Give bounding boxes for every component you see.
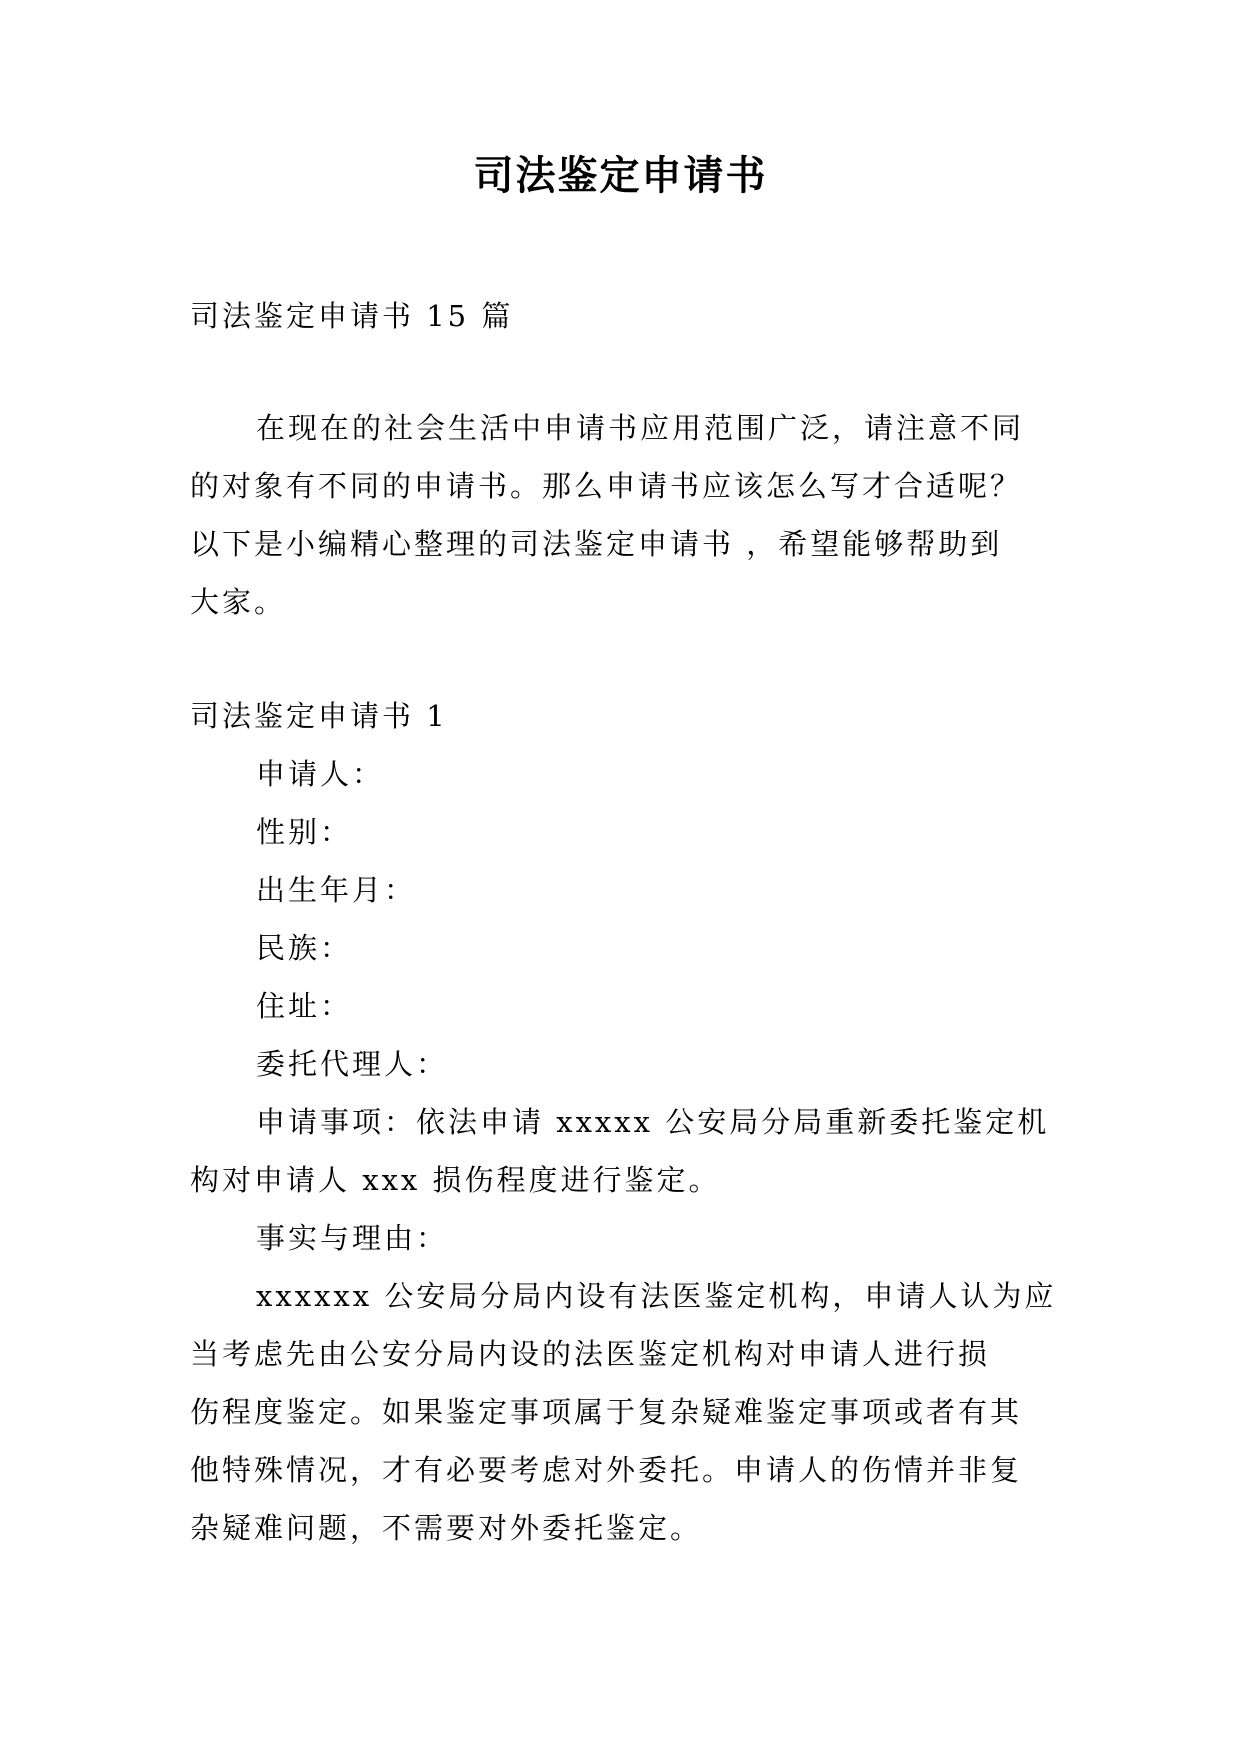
facts-line-1: xxxxxx 公安局分局内设有法医鉴定机构，申请人认为应: [256, 1279, 1057, 1313]
field-applicant: 申请人：: [256, 757, 385, 791]
facts-line-4: 他特殊情况，才有必要考虑对外委托。申请人的伤情并非复: [190, 1453, 1023, 1487]
field-agent: 委托代理人：: [256, 1047, 449, 1081]
field-ethnicity: 民族：: [256, 931, 353, 965]
field-address: 住址：: [256, 989, 353, 1023]
facts-heading: 事实与理由：: [256, 1221, 449, 1255]
section-heading: 司法鉴定申请书 1: [190, 699, 448, 733]
facts-line-5: 杂疑难问题，不需要对外委托鉴定。: [190, 1511, 703, 1545]
field-birth: 出生年月：: [256, 873, 417, 907]
field-gender: 性别：: [256, 815, 353, 849]
intro-line-2: 的对象有不同的申请书。那么申请书应该怎么写才合适呢？: [190, 469, 1023, 503]
intro-line-1: 在现在的社会生活中申请书应用范围广泛，请注意不同: [256, 411, 1025, 445]
facts-line-2: 当考虑先由公安分局内设的法医鉴定机构对申请人进行损: [190, 1337, 991, 1371]
facts-line-3: 伤程度鉴定。如果鉴定事项属于复杂疑难鉴定事项或者有其: [190, 1395, 1023, 1429]
page-title: 司法鉴定申请书: [473, 153, 768, 199]
document-subtitle: 司法鉴定申请书 15 篇: [190, 299, 514, 333]
intro-line-4: 大家。: [190, 585, 287, 619]
request-line-2: 构对申请人 xxx 损伤程度进行鉴定。: [190, 1163, 721, 1197]
intro-line-3: 以下是小编精心整理的司法鉴定申请书 ，希望能够帮助到: [190, 527, 1003, 561]
request-line-1: 申请事项：依法申请 xxxxx 公安局分局重新委托鉴定机: [256, 1105, 1050, 1139]
